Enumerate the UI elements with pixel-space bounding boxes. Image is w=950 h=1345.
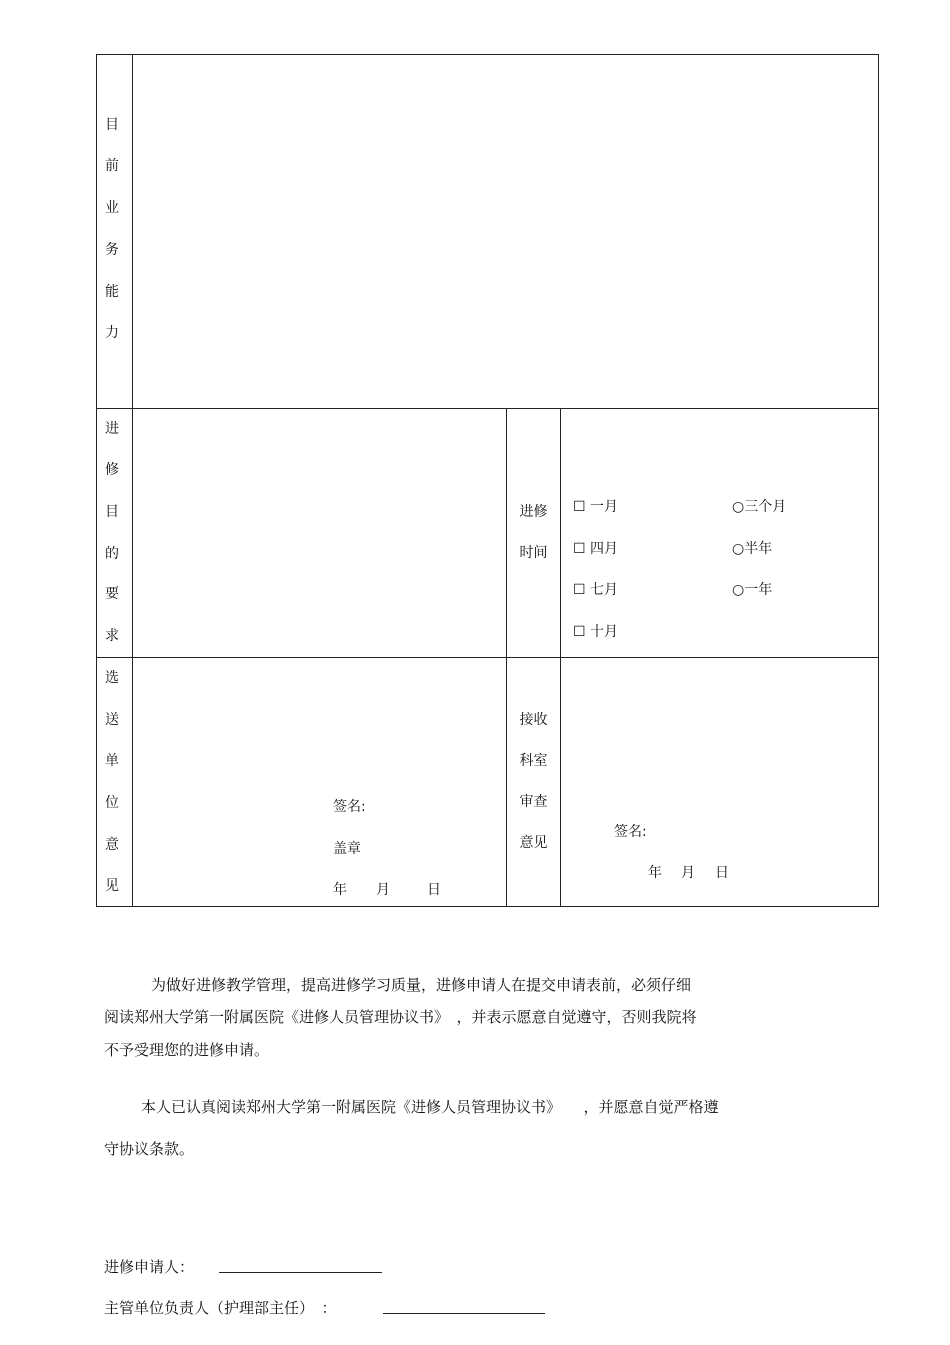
label-char: 的 — [105, 546, 119, 562]
declaration-line-1: 本人已认真阅读郑州大学第一附属医院《进修人员管理协议书》 ，并愿意自觉严格遵 — [141, 1098, 719, 1116]
table-divider-1 — [96, 408, 879, 409]
label-line: 科室 — [519, 753, 548, 769]
sending-unit-month-label: 月 — [376, 882, 390, 898]
label-char: 见 — [105, 878, 119, 894]
sending-unit-seal-label: 盖章 — [333, 841, 361, 857]
table-border-left — [96, 54, 97, 907]
applicant-label: 进修申请人： — [104, 1258, 195, 1276]
option-seven-months[interactable]: ☐ 七月 — [573, 582, 619, 598]
receiving-dept-day-label: 日 — [715, 865, 729, 881]
label-char: 送 — [105, 712, 119, 728]
option-half-year[interactable]: ○半年 — [732, 541, 773, 557]
table-border-top — [96, 54, 879, 55]
supervisor-label: 主管单位负责人（护理部主任） ： — [104, 1299, 337, 1317]
label-char: 要 — [105, 586, 119, 602]
label-char: 能 — [105, 284, 119, 300]
option-one-year[interactable]: ○一年 — [732, 582, 773, 598]
notice-line-3: 不予受理您的进修申请。 — [104, 1041, 270, 1059]
option-four-months[interactable]: ☐ 四月 — [573, 541, 619, 557]
sending-unit-sign-label: 签名: — [333, 799, 366, 815]
label-line: 接收 — [519, 712, 548, 728]
option-ten-months[interactable]: ☐ 十月 — [573, 624, 619, 640]
study-duration-label — [507, 505, 560, 560]
label-line: 审查 — [519, 794, 548, 810]
label-char: 目 — [105, 504, 119, 520]
applicant-signature-line[interactable] — [219, 1272, 382, 1273]
notice-line-1: 为做好进修教学管理，提高进修学习质量，进修申请人在提交申请表前，必须仔细 — [151, 976, 692, 994]
receiving-dept-sign-label: 签名: — [614, 824, 647, 840]
table-border-right — [878, 54, 879, 907]
label-char: 位 — [105, 795, 119, 811]
label-char: 单 — [105, 753, 119, 769]
label-char: 力 — [105, 325, 119, 341]
receiving-dept-opinion-label — [507, 713, 560, 850]
label-char: 修 — [105, 462, 119, 478]
supervisor-signature-line[interactable] — [383, 1313, 545, 1314]
label-line: 时间 — [519, 545, 548, 561]
option-three-months[interactable]: ○三个月 — [732, 499, 787, 515]
option-one-month[interactable]: ☐ 一月 — [573, 499, 619, 515]
table-divider-2 — [96, 657, 879, 658]
current-ability-input-area[interactable] — [134, 56, 876, 406]
study-purpose-input-area[interactable] — [134, 410, 504, 655]
label-char: 选 — [105, 670, 119, 686]
label-char: 务 — [105, 242, 119, 258]
notice-line-2: 阅读郑州大学第一附属医院《进修人员管理协议书》 ，并表示愿意自觉遵守，否则我院将 — [104, 1008, 697, 1026]
label-char: 前 — [105, 158, 119, 174]
label-column-divider — [132, 54, 133, 907]
label-char: 进 — [105, 421, 119, 437]
sending-unit-day-label: 日 — [427, 882, 441, 898]
receiving-dept-year-label: 年 — [648, 865, 662, 881]
receiving-dept-month-label: 月 — [681, 865, 695, 881]
label-line: 进修 — [519, 504, 548, 520]
label-line: 意见 — [519, 835, 548, 851]
label-char: 求 — [105, 628, 119, 644]
declaration-line-2: 守协议条款。 — [104, 1140, 195, 1158]
label-char: 目 — [105, 117, 119, 133]
sending-unit-year-label: 年 — [333, 882, 347, 898]
label-char: 业 — [105, 200, 119, 216]
right-label-column-divider — [560, 408, 561, 907]
label-char: 意 — [105, 837, 119, 853]
table-border-bottom — [96, 906, 879, 907]
